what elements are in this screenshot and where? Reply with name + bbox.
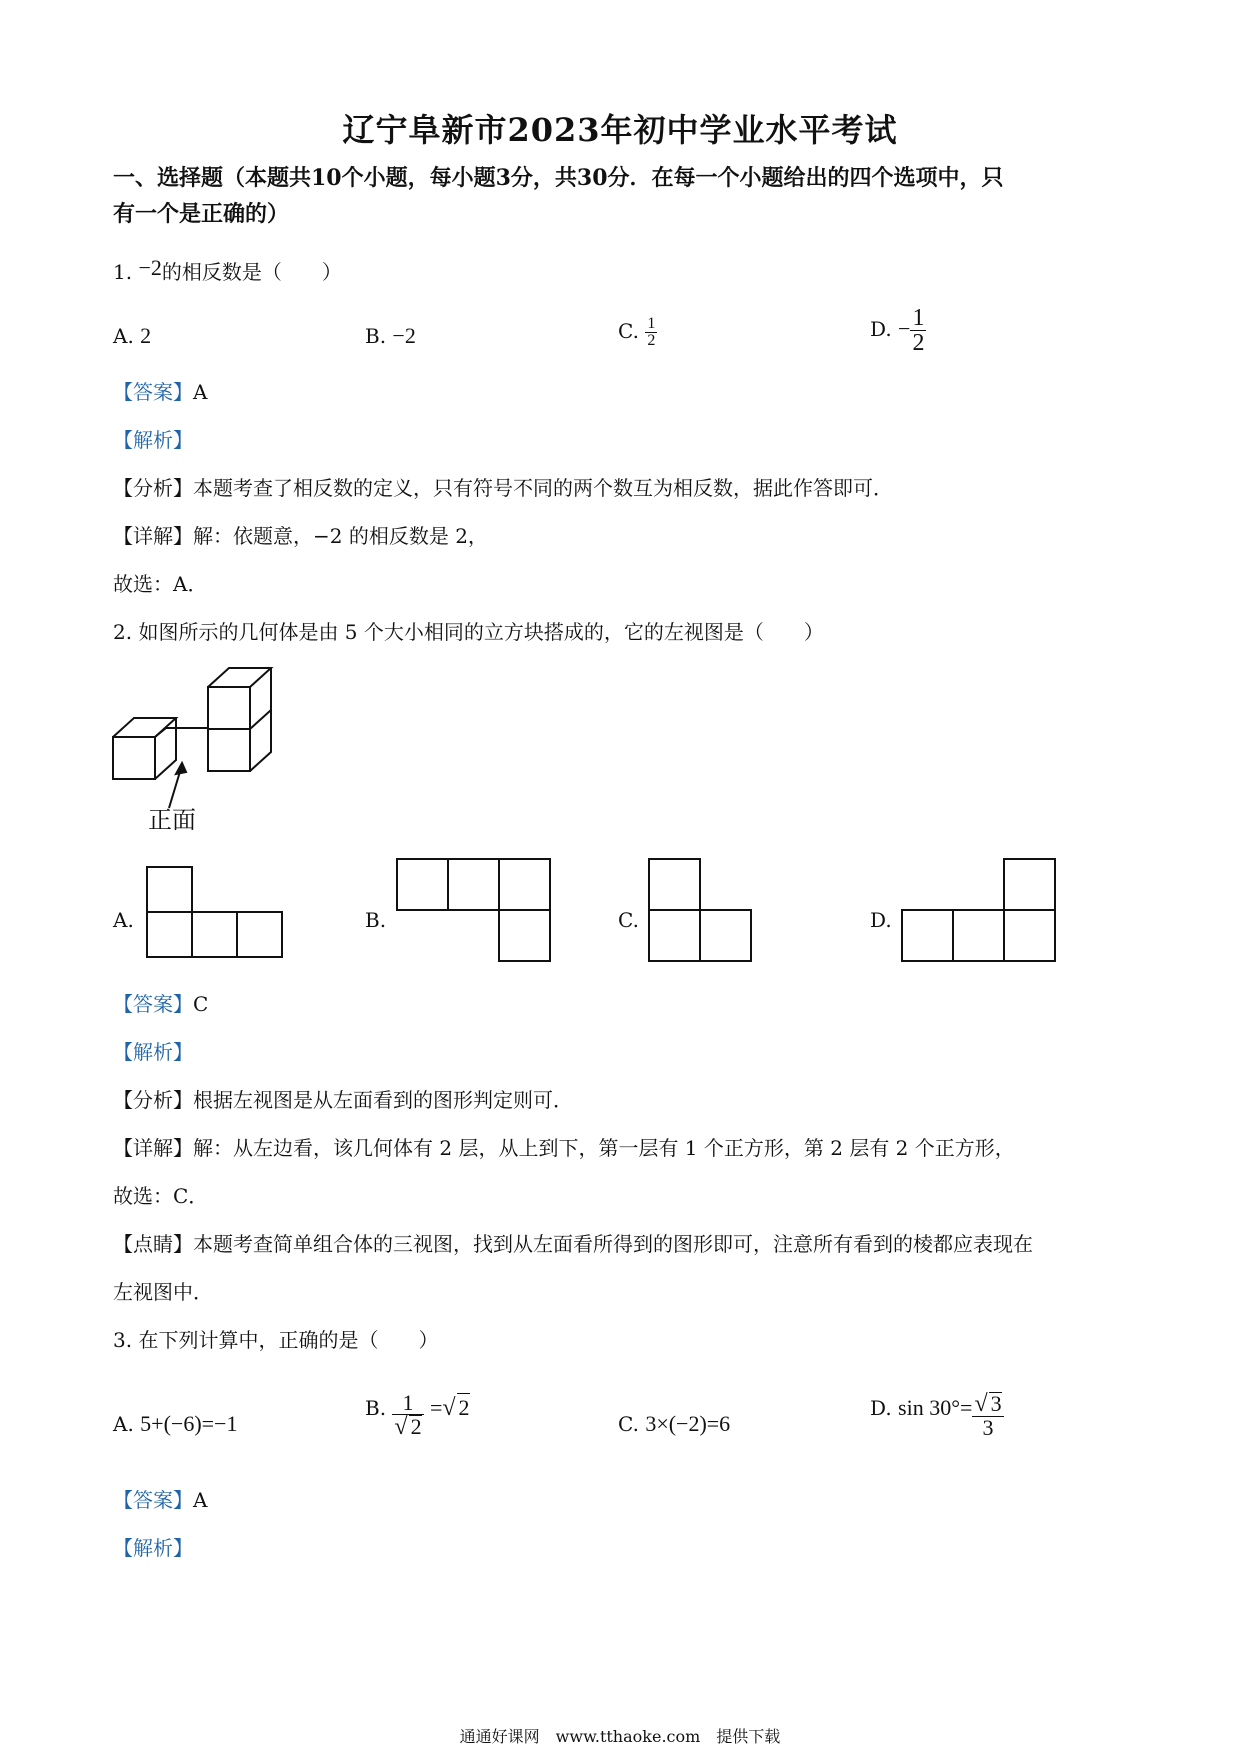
q1-option-a bbox=[113, 322, 151, 350]
q2-answer-tag: 【答案】 bbox=[113, 992, 193, 1016]
q2-analysis-tag: 【解析】 bbox=[113, 1040, 193, 1064]
q2-dianjing-line1: 本题考查简单组合体的三视图，找到从左面看所得到的图形即可，注意所有看到的棱都应表现在 bbox=[193, 1232, 1033, 1256]
q1-xiangjie-text: 解：依题意，−2 的相反数是 2， bbox=[193, 524, 488, 548]
q3-option-d-radicand: 3 bbox=[990, 1391, 1002, 1416]
q1-stem bbox=[113, 255, 342, 286]
q2-xiangjie-text: 解：从左边看，该几何体有 2 层，从上到下，第一层有 1 个正方形，第 2 层有 2 个正方形， bbox=[193, 1136, 1015, 1160]
q2-conclusion: 故选：C． bbox=[113, 1184, 209, 1208]
sqrt-icon: √ bbox=[394, 1414, 408, 1440]
page-title: 辽宁阜新市2023年初中学业水平考试 bbox=[342, 111, 898, 149]
q1-conclusion: 故选：A． bbox=[113, 572, 208, 596]
q3-option-b-equals: = bbox=[429, 1395, 443, 1420]
q3-option-b-numerator: 1 bbox=[392, 1392, 423, 1415]
q2-dianjing-tag: 【点睛】 bbox=[113, 1232, 193, 1256]
q2-option-b-label: B. bbox=[365, 908, 387, 932]
q1-option-b-label: B. bbox=[365, 324, 387, 348]
q2-option-d-label: D. bbox=[870, 908, 892, 932]
q1-value: −2 bbox=[138, 255, 162, 280]
q2-front-label: 正面 bbox=[148, 806, 196, 834]
q2-option-a-label: A. bbox=[113, 908, 134, 932]
q3-option-a-expr: 5+(−6)=−1 bbox=[140, 1411, 238, 1436]
q2-dianjing-line2: 左视图中． bbox=[113, 1280, 213, 1304]
q2-option-d-figure bbox=[901, 858, 1061, 968]
q1-number: 1. bbox=[113, 260, 133, 284]
q1-fenxi-tag: 【分析】 bbox=[113, 476, 193, 500]
q1-answer bbox=[113, 378, 207, 406]
q3-option-b-label: B. bbox=[365, 1396, 387, 1420]
q1-option-d-numerator: 1 bbox=[912, 305, 925, 331]
q1-option-c-denominator: 2 bbox=[647, 332, 656, 349]
q2-fenxi-tag: 【分析】 bbox=[113, 1088, 193, 1112]
sqrt-icon: √ bbox=[442, 1395, 456, 1421]
q3-stem bbox=[113, 1326, 438, 1354]
q2-fenxi bbox=[113, 1086, 573, 1114]
q1-answer-value: A bbox=[193, 380, 208, 404]
q1-answer-tag: 【答案】 bbox=[113, 380, 193, 404]
q2-answer-value: C bbox=[193, 992, 209, 1016]
q2-xiangjie bbox=[113, 1134, 1015, 1162]
q1-analysis-tag: 【解析】 bbox=[113, 428, 193, 452]
q1-option-c-label: C. bbox=[618, 319, 639, 343]
q3-number: 3. bbox=[113, 1328, 133, 1352]
q1-fenxi-text: 本题考查了相反数的定义，只有符号不同的两个数互为相反数，据此作答即可． bbox=[193, 476, 893, 500]
q3-option-b-denominator bbox=[392, 1415, 423, 1439]
q2-solid-figure bbox=[110, 668, 280, 788]
q3-option-b-fraction bbox=[392, 1392, 423, 1439]
q3-stem-text: 在下列计算中，正确的是（ ） bbox=[138, 1328, 439, 1352]
q1-stem-text: 的相反数是（ ） bbox=[161, 260, 342, 284]
q3-option-d-numerator bbox=[972, 1392, 1003, 1417]
q3-option-b-radicand: 2 bbox=[410, 1414, 422, 1439]
q1-option-d-sign: − bbox=[898, 316, 911, 341]
q3-option-d-label: D. bbox=[870, 1396, 892, 1420]
section-heading-line1: 一、选择题（本题共10个小题，每小题3分，共30分．在每一个小题给出的四个选项中，只 bbox=[113, 165, 1004, 191]
q2-option-c-figure bbox=[648, 858, 768, 968]
q1-option-d-fraction bbox=[910, 306, 926, 355]
q3-option-c-label: C. bbox=[618, 1412, 639, 1436]
q3-option-c-expr: 3×(−2)=6 bbox=[645, 1411, 731, 1436]
q2-stem bbox=[113, 618, 824, 646]
q2-xiangjie-tag: 【详解】 bbox=[113, 1136, 193, 1160]
q1-option-d-label: D. bbox=[870, 317, 892, 341]
q2-option-b-figure bbox=[396, 858, 556, 968]
q1-option-a-label: A. bbox=[113, 324, 134, 348]
q3-option-a bbox=[113, 1410, 237, 1438]
q2-option-c-label: C. bbox=[618, 908, 639, 932]
q2-number: 2. bbox=[113, 620, 133, 644]
q2-stem-text: 如图所示的几何体是由 5 个大小相同的立方块搭成的，它的左视图是（ ） bbox=[138, 620, 824, 644]
q1-option-b bbox=[365, 322, 416, 350]
q1-option-d-denominator: 2 bbox=[912, 330, 925, 356]
q2-option-a-figure bbox=[146, 866, 286, 966]
section-heading-line2: 有一个是正确的） bbox=[113, 201, 290, 227]
q3-analysis-tag: 【解析】 bbox=[113, 1536, 193, 1560]
q3-option-d-denominator: 3 bbox=[982, 1415, 994, 1440]
q1-option-c-fraction bbox=[645, 316, 657, 349]
q1-fenxi bbox=[113, 474, 893, 502]
q3-answer-value: A bbox=[193, 1488, 208, 1512]
q3-option-d bbox=[870, 1392, 1004, 1439]
q3-option-a-label: A. bbox=[113, 1412, 134, 1436]
q3-option-b-right-radicand: 2 bbox=[458, 1395, 470, 1420]
q1-option-c-numerator: 1 bbox=[647, 315, 656, 332]
q2-fenxi-text: 根据左视图是从左面看到的图形判定则可． bbox=[193, 1088, 573, 1112]
page-footer: 通通好课网 www.tthaoke.com 提供下载 bbox=[459, 1727, 781, 1746]
sqrt-icon: √ bbox=[974, 1391, 988, 1417]
q3-option-d-left: sin 30°= bbox=[898, 1395, 973, 1420]
q1-xiangjie bbox=[113, 522, 488, 550]
q3-answer-tag: 【答案】 bbox=[113, 1488, 193, 1512]
q1-option-b-value: −2 bbox=[392, 323, 416, 348]
q3-option-d-fraction bbox=[972, 1392, 1003, 1439]
q1-option-c bbox=[618, 316, 657, 349]
q2-dianjing bbox=[113, 1230, 1033, 1258]
q1-option-d bbox=[870, 306, 926, 355]
q1-option-a-value: 2 bbox=[140, 323, 152, 348]
q2-answer bbox=[113, 990, 208, 1018]
q1-xiangjie-tag: 【详解】 bbox=[113, 524, 193, 548]
q3-answer bbox=[113, 1486, 207, 1514]
q3-option-b bbox=[365, 1392, 470, 1439]
q3-option-c bbox=[618, 1410, 730, 1438]
